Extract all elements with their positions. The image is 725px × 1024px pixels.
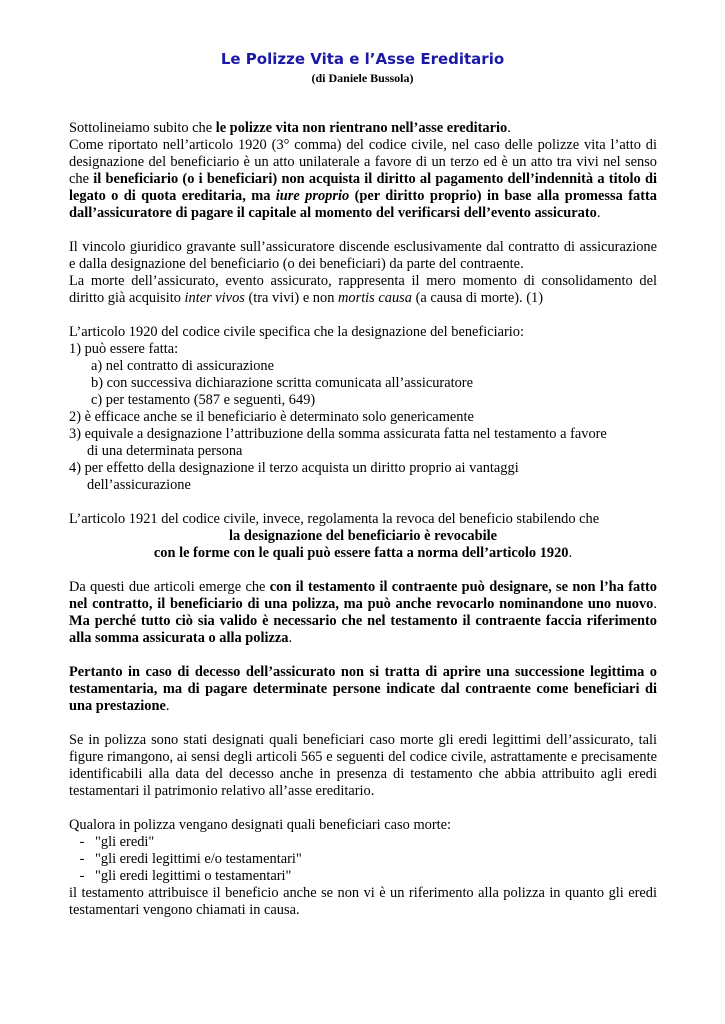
dash-bullet: - bbox=[79, 868, 85, 884]
text-run: . bbox=[596, 205, 601, 221]
paragraph-morte bbox=[69, 273, 657, 307]
list-subitem: a) nel contratto di assicurazione bbox=[91, 358, 275, 374]
article-1921-quote bbox=[69, 528, 657, 545]
list-item-continuation: di una determinata persona bbox=[87, 443, 243, 459]
text-run: . bbox=[653, 596, 657, 612]
list-item bbox=[69, 868, 657, 885]
bold-text: con il testamento il contraente può designare, se non l’ha fatto nel contratto, il beneficiario di una polizza, ma può anche revocarlo nominandone uno nuovo bbox=[69, 579, 657, 612]
document-title: Le Polizze Vita e l’Asse Ereditario bbox=[220, 50, 505, 68]
bold-text: (per diritto proprio) in base alla promessa fatta dall’assicuratore di pagare il capitale al momento del verificarsi dell’evento assicurato bbox=[69, 188, 657, 221]
list-item: 1) può essere fatta: bbox=[69, 341, 179, 357]
beneficiari-outro: il testamento attribuisce il beneficio anche se non vi è un riferimento alla polizza in quanto gli eredi testamentari vengono chiamati in causa. bbox=[69, 885, 657, 918]
italic-bold-text: iure proprio bbox=[275, 188, 350, 204]
document-body bbox=[69, 120, 657, 919]
italic-text: inter vivos bbox=[184, 290, 245, 306]
text-run: Come riportato nell’articolo 1920 (3° comma) del codice civile, nel caso delle polizze vita l’atto di designazione del beneficiario è un atto unilaterale a favore di un terzo ed è un atto tra vivi nel senso che bbox=[69, 137, 657, 187]
paragraph-testamento bbox=[69, 579, 657, 647]
list-subitem: c) per testamento (587 e seguenti, 649) bbox=[91, 392, 316, 408]
paragraph-article-1920 bbox=[69, 137, 657, 222]
document-author: (di Daniele Bussola) bbox=[311, 71, 414, 85]
italic-text: mortis causa bbox=[338, 290, 412, 306]
list-item-text: "gli eredi legittimi o testamentari" bbox=[95, 868, 292, 884]
list-subitem: b) con successiva dichiarazione scritta comunicata all’assicuratore bbox=[91, 375, 473, 391]
paragraph-vincolo: Il vincolo giuridico gravante sull’assicuratore discende esclusivamente dal contratto di assicurazione e dalla designazione del beneficiario (o dei beneficiari) da parte del contraente. bbox=[69, 239, 657, 272]
text-run: Da questi due articoli emerge che bbox=[69, 579, 270, 595]
list-item-continuation: dell’assicurazione bbox=[87, 477, 191, 493]
bold-text: le polizze vita non rientrano nell’asse ereditario bbox=[215, 120, 508, 136]
beneficiari-intro: Qualora in polizza vengano designati quali beneficiari caso morte: bbox=[69, 817, 452, 833]
text-run: . bbox=[568, 545, 573, 561]
article-1920-intro: L’articolo 1920 del codice civile specifica che la designazione del beneficiario: bbox=[69, 324, 524, 340]
dash-bullet: - bbox=[79, 851, 85, 867]
intro-line bbox=[69, 120, 657, 137]
text-run: . bbox=[288, 630, 293, 646]
paragraph-eredi-legittimi: Se in polizza sono stati designati quali beneficiari caso morte gli eredi legittimi dell’assicurato, tali figure rimangono, ai sensi degli articoli 565 e seguenti del codice civile, astrattamente e precisamente identificabili alla data del decesso anche in presenza di testamento che abbia attribuito agli eredi testamentari il patrimonio relativo all’asse ereditario. bbox=[69, 732, 657, 799]
list-item: 4) per effetto della designazione il terzo acquista un diritto proprio ai vantaggi bbox=[69, 460, 519, 476]
text-run: Sottolineiamo subito che bbox=[69, 120, 216, 136]
list-item: 3) equivale a designazione l’attribuzione della somma assicurata fatta nel testamento a favore bbox=[69, 426, 607, 442]
text-run: . bbox=[507, 120, 511, 136]
bold-text: Pertanto in caso di decesso dell’assicurato non si tratta di aprire una successione legittima o testamentaria, ma di pagare determinate persone indicate dal contraente come beneficiari di una prestazione bbox=[69, 664, 657, 714]
list-item bbox=[69, 851, 657, 868]
text-run: . bbox=[165, 698, 170, 714]
text-run: La morte dell’assicurato, evento assicurato, rappresenta il mero momento di consolidamento del diritto già acquisito bbox=[69, 273, 657, 306]
list-item bbox=[69, 834, 657, 851]
text-run: (tra vivi) e non bbox=[244, 290, 338, 306]
bold-text: il beneficiario (o i beneficiari) non acquista il diritto al pagamento dell’indennità a titolo di legato o di quota ereditaria, ma bbox=[69, 171, 657, 204]
list-item-text: "gli eredi legittimi e/o testamentari" bbox=[95, 851, 302, 867]
article-1921-quote bbox=[69, 545, 657, 562]
list-item-text: "gli eredi" bbox=[95, 834, 155, 850]
article-1921-intro: L’articolo 1921 del codice civile, invece, regolamenta la revoca del beneficio stabilendo che bbox=[69, 511, 600, 527]
bold-text: la designazione del beneficiario è revocabile bbox=[229, 528, 497, 544]
paragraph-pertanto bbox=[69, 664, 657, 715]
list-item: 2) è efficace anche se il beneficiario è determinato solo genericamente bbox=[69, 409, 474, 425]
dash-bullet: - bbox=[79, 834, 85, 850]
bold-text: Ma perché tutto ciò sia valido è necessario che nel testamento il contraente faccia riferimento alla somma assicurata o alla polizza bbox=[69, 613, 657, 646]
bold-text: con le forme con le quali può essere fatta a norma dell’articolo 1920 bbox=[153, 545, 569, 561]
text-run: (a causa di morte). (1) bbox=[411, 290, 544, 306]
